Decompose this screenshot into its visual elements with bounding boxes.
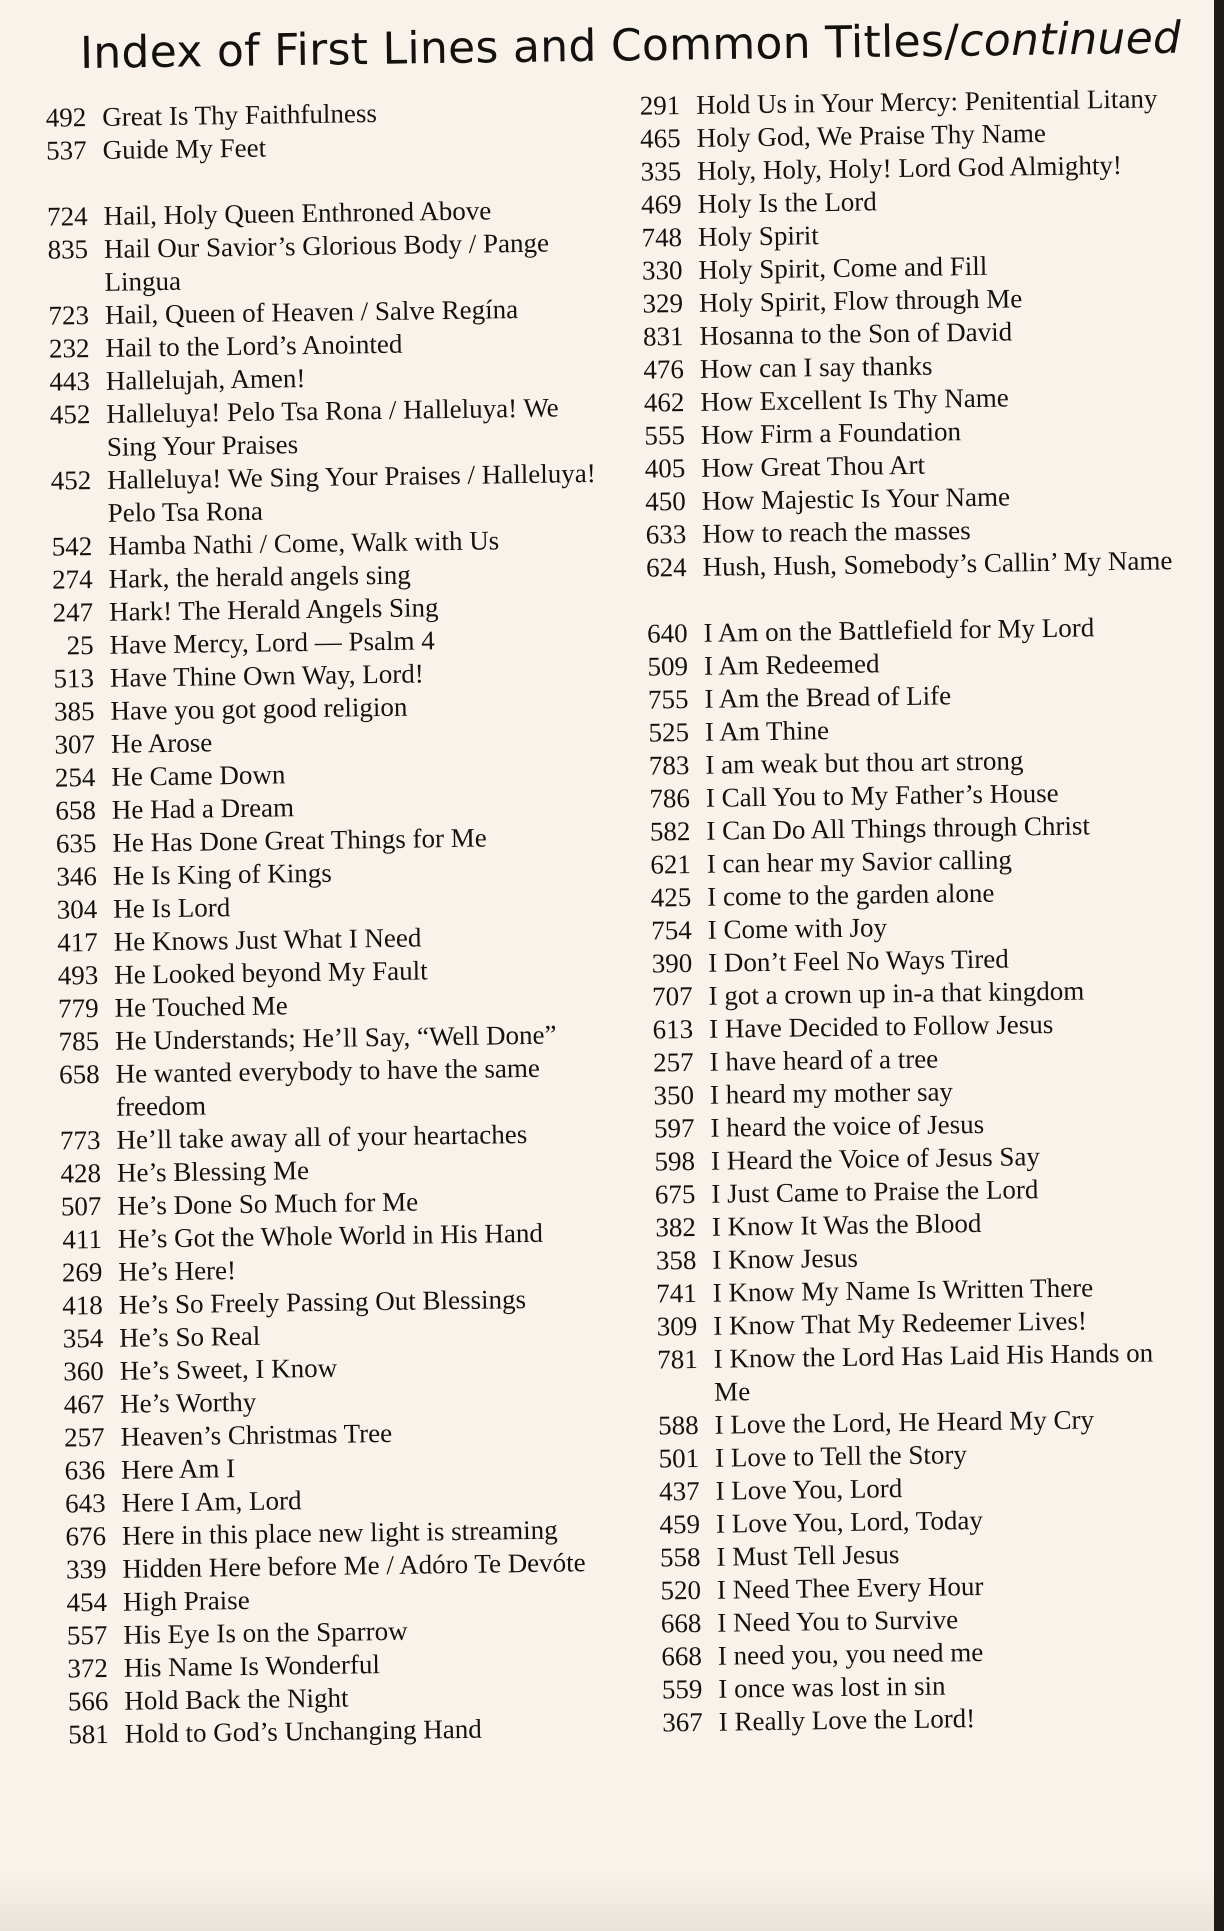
hymn-number: 254 — [54, 762, 96, 793]
hymn-number: 367 — [662, 1706, 704, 1738]
hymn-number: 783 — [648, 750, 690, 781]
hymn-title: I Am on the Battlefield for My Lord — [703, 612, 1095, 648]
hymn-title: High Praise — [122, 1584, 250, 1617]
hymn-title: Holy, Holy, Holy! Lord God Almighty! — [696, 149, 1123, 186]
hymn-number: 329 — [642, 288, 684, 319]
hymn-title: Here I Am, Lord — [121, 1485, 302, 1518]
hymn-number: 501 — [658, 1442, 700, 1474]
hymn-title: Hail Our Savior’s Glorious Body / Pange Lingua — [103, 227, 550, 297]
hymn-number: 454 — [66, 1586, 108, 1618]
hymn-title: I Heard the Voice of Jesus Say — [710, 1141, 1041, 1176]
hymn-number: 582 — [649, 816, 691, 847]
hymn-number: 624 — [645, 552, 687, 583]
hymn-number: 450 — [645, 486, 686, 517]
hymn-title: Holy Is the Lord — [697, 186, 878, 219]
hymn-number: 476 — [643, 354, 685, 385]
hymn-number: 360 — [63, 1355, 104, 1387]
hymn-title: He’s Blessing Me — [116, 1155, 310, 1188]
hymn-number: 307 — [54, 729, 96, 760]
hymn-title: He’ll take away all of your heartaches — [116, 1119, 528, 1155]
hymn-number: 723 — [48, 300, 90, 331]
hymn-number: 354 — [62, 1322, 104, 1354]
hymn-title: He Is Lord — [113, 892, 231, 924]
hymn-title: I Have Decided to Follow Jesus — [708, 1008, 1054, 1044]
hymn-number: 390 — [651, 947, 693, 979]
index-entry — [33, 1051, 614, 1125]
hymn-number: 304 — [56, 894, 98, 925]
hymn-title: Hark, the herald angels sing — [108, 559, 412, 594]
hymn-number: 274 — [51, 564, 93, 595]
hymn-number: 459 — [659, 1508, 701, 1540]
hymn-title: I Know My Name Is Written There — [712, 1272, 1094, 1308]
hymn-number: 232 — [48, 333, 90, 364]
hymn-title: He wanted everybody to have the same freedom — [115, 1052, 541, 1122]
right-column — [614, 82, 1197, 1740]
index-entry — [22, 226, 603, 300]
hymn-number: 707 — [651, 980, 693, 1012]
hymn-title: I Know Jesus — [712, 1242, 859, 1275]
hymn-title: Have Mercy, Lord — Psalm 4 — [109, 625, 435, 660]
hymn-number: 335 — [640, 156, 682, 187]
hymn-number: 372 — [67, 1652, 109, 1684]
hymn-number: 350 — [653, 1079, 695, 1111]
hymn-number: 542 — [51, 531, 93, 562]
hymn-title: Hallelujah, Amen! — [105, 363, 306, 396]
hymn-title: I got a crown up in-a that kingdom — [708, 975, 1085, 1011]
hymn-title: Hush, Hush, Somebody’s Callin’ My Name — [702, 545, 1173, 582]
index-entry — [637, 1699, 1197, 1740]
hymn-number: 513 — [53, 663, 95, 694]
hymn-title: I Know It Was the Blood — [711, 1207, 982, 1242]
hymn-title: How Excellent Is Thy Name — [700, 382, 1009, 417]
hymn-title: I once was lost in sin — [718, 1670, 946, 1704]
hymn-title: Here in this place new light is streaming — [121, 1514, 558, 1551]
hymn-number: 465 — [639, 123, 681, 154]
hymn-title: I am weak but thou art strong — [705, 745, 1024, 780]
hymn-number: 462 — [643, 387, 685, 418]
hymn-title: Hark! The Herald Angels Sing — [108, 592, 439, 627]
hymn-title: His Eye Is on the Sparrow — [123, 1615, 408, 1650]
hymn-title: Hail to the Lord’s Anointed — [105, 328, 403, 363]
hymn-number: 835 — [47, 234, 89, 265]
page-title — [79, 2, 1200, 90]
hymn-number: 643 — [64, 1487, 106, 1519]
hymn-title: I Love You, Lord, Today — [715, 1504, 984, 1539]
hymn-number: 537 — [45, 135, 87, 166]
hymn-title: Have you got good religion — [110, 691, 408, 726]
hymn-number: 452 — [50, 465, 92, 496]
hymn-number: 581 — [68, 1718, 110, 1750]
hymn-number: 741 — [656, 1277, 698, 1309]
hymn-number: 382 — [655, 1211, 697, 1243]
hymn-title: Holy Spirit, Come and Fill — [698, 250, 988, 285]
index-entry — [25, 457, 606, 531]
hymn-number: 507 — [60, 1190, 102, 1222]
hymn-number: 598 — [654, 1145, 696, 1177]
hymn-title: Holy Spirit, Flow through Me — [698, 283, 1023, 318]
hymn-title: He Knows Just What I Need — [113, 922, 422, 957]
hymn-number: 559 — [661, 1673, 703, 1705]
hymn-title: Hosanna to the Son of David — [699, 316, 1013, 351]
hymn-title: Guide My Feet — [102, 132, 267, 165]
hymn-title: I Must Tell Jesus — [716, 1539, 900, 1572]
hymn-title: He Touched Me — [114, 990, 288, 1023]
hymn-number: 428 — [60, 1157, 102, 1189]
hymn-number: 633 — [645, 519, 687, 550]
hymn-title: How Firm a Foundation — [700, 416, 962, 450]
index-entry — [24, 391, 605, 465]
hymn-number: 748 — [641, 222, 683, 253]
hymn-number: 257 — [63, 1421, 105, 1453]
hymn-title: How Majestic Is Your Name — [701, 481, 1011, 516]
hymn-number: 755 — [647, 684, 689, 715]
hymn-number: 339 — [65, 1553, 107, 1585]
hymn-title: I have heard of a tree — [709, 1043, 939, 1077]
hymn-title: I can hear my Savior calling — [706, 844, 1013, 879]
hymn-number: 773 — [59, 1124, 101, 1156]
hymn-number: 785 — [58, 1025, 100, 1057]
hymn-number: 668 — [660, 1607, 702, 1639]
hymn-title: He’s Worthy — [119, 1386, 257, 1419]
index-entry — [632, 1336, 1193, 1410]
hymn-title: He’s So Real — [119, 1320, 261, 1353]
hymn-title: Hold Back the Night — [124, 1682, 349, 1716]
hymn-number: 269 — [61, 1256, 103, 1288]
hymn-title: I need you, you need me — [717, 1636, 984, 1671]
hymn-title: He’s Sweet, I Know — [119, 1352, 338, 1386]
hymn-title: Have Thine Own Way, Lord! — [109, 658, 424, 693]
hymn-title: I Don’t Feel No Ways Tired — [707, 943, 1009, 978]
hymn-number: 613 — [652, 1013, 694, 1045]
hymn-number: 257 — [652, 1046, 694, 1078]
hymn-title: I Just Came to Praise the Lord — [711, 1174, 1039, 1209]
hymn-title: I Love You, Lord — [715, 1473, 903, 1506]
hymn-number: 636 — [64, 1454, 106, 1486]
hymn-title: He Understands; He’ll Say, “Well Done” — [114, 1019, 557, 1056]
hymn-number: 724 — [46, 201, 88, 232]
hymn-title: He Has Done Great Things for Me — [112, 822, 487, 858]
hymn-number: 635 — [55, 828, 97, 859]
hymn-title: He Looked beyond My Fault — [113, 955, 428, 990]
hymn-number: 658 — [55, 795, 97, 826]
hymn-title: He’s Got the Whole World in His Hand — [117, 1217, 544, 1254]
hymn-number: 358 — [655, 1244, 697, 1276]
hymn-number: 346 — [56, 861, 98, 892]
hymn-title: Halleluya! We Sing Your Praises / Halleluya! Pelo Tsa Rona — [107, 457, 596, 528]
hymn-title: His Name Is Wonderful — [123, 1649, 381, 1683]
hymn-title: How to reach the masses — [701, 515, 971, 549]
hymn-title: He’s Done So Much for Me — [117, 1186, 419, 1221]
hymn-number: 676 — [65, 1520, 107, 1552]
hymn-title: Hold Us in Your Mercy: Penitential Litany — [696, 83, 1158, 120]
hymn-title: He’s Here! — [118, 1255, 237, 1287]
hymn-number: 621 — [650, 849, 692, 880]
hymn-title: How Great Thou Art — [701, 449, 926, 483]
hymn-title: I Am Thine — [704, 715, 830, 747]
hymn-number: 668 — [661, 1640, 703, 1672]
hymn-title: I come to the garden alone — [707, 877, 995, 912]
hymn-title: He Had a Dream — [111, 792, 295, 825]
hymn-number: 309 — [656, 1310, 698, 1342]
hymn-title: Hail, Holy Queen Enthroned Above — [103, 195, 492, 231]
hymn-number: 786 — [649, 783, 691, 814]
hymn-title: I Love the Lord, He Heard My Cry — [714, 1404, 1095, 1440]
hymn-title: I Come with Joy — [707, 912, 888, 945]
hymn-number: 291 — [639, 90, 681, 121]
left-column — [20, 94, 623, 1752]
index-entry — [43, 1711, 623, 1752]
hymn-title: I heard my mother say — [709, 1076, 954, 1110]
hymn-number: 385 — [53, 696, 95, 727]
hymn-title: Holy God, We Praise Thy Name — [696, 117, 1047, 153]
hymn-title: Here Am I — [120, 1453, 236, 1485]
hymn-number: 558 — [659, 1541, 701, 1573]
hymn-number: 675 — [654, 1178, 696, 1210]
hymn-title: Hail, Queen of Heaven / Salve Regína — [104, 294, 519, 330]
hymn-number: 492 — [45, 102, 87, 133]
hymn-title: Hamba Nathi / Come, Walk with Us — [107, 525, 500, 561]
hymn-number: 525 — [648, 717, 690, 748]
title-continued: continued — [958, 12, 1182, 67]
hymn-number: 417 — [57, 926, 98, 958]
hymn-number: 418 — [62, 1289, 104, 1321]
hymn-number: 779 — [57, 992, 99, 1024]
hymn-number: 25 — [66, 630, 94, 661]
hymn-title: Halleluya! Pelo Tsa Rona / Halleluya! We Sing Your Praises — [106, 392, 559, 462]
hymn-number: 555 — [644, 420, 686, 451]
hymn-title: Hidden Here before Me / Adóro Te Devóte — [122, 1547, 586, 1584]
hymn-number: 658 — [58, 1058, 100, 1090]
hymn-title: I Need Thee Every Hour — [716, 1570, 984, 1605]
hymn-title: I Need You to Survive — [717, 1604, 959, 1638]
hymn-title: I Am Redeemed — [703, 648, 880, 681]
hymn-number: 557 — [66, 1619, 108, 1651]
hymn-number: 520 — [660, 1574, 702, 1606]
hymn-number: 405 — [644, 453, 686, 484]
hymn-number: 831 — [642, 321, 684, 352]
hymn-number: 493 — [57, 959, 99, 991]
hymn-number: 566 — [67, 1685, 109, 1717]
hymn-number: 425 — [650, 882, 692, 913]
hymn-title: I Know That My Redeemer Lives! — [713, 1305, 1088, 1341]
hymn-number: 452 — [49, 399, 91, 430]
hymn-number: 437 — [658, 1475, 700, 1507]
hymn-number: 467 — [63, 1388, 105, 1420]
hymn-title: Holy Spirit — [697, 220, 820, 252]
hymn-number: 781 — [657, 1343, 698, 1375]
hymn-title: I Know the Lord Has Laid His Hands on Me — [713, 1337, 1154, 1407]
hymn-number: 640 — [646, 618, 688, 649]
hymn-number: 469 — [640, 189, 682, 220]
hymn-title: I Can Do All Things through Christ — [706, 810, 1091, 846]
hymn-number: 597 — [653, 1112, 695, 1144]
hymn-title: I Love to Tell the Story — [714, 1439, 968, 1473]
hymn-title: He Is King of Kings — [112, 857, 332, 891]
hymn-title: I Am the Bread of Life — [704, 680, 952, 714]
hymn-number: 411 — [62, 1223, 103, 1255]
hymn-title: He Arose — [110, 727, 213, 759]
hymn-number: 754 — [651, 914, 692, 946]
hymn-title: I Really Love the Lord! — [718, 1703, 976, 1737]
hymn-number: 588 — [657, 1409, 699, 1441]
hymn-number: 247 — [52, 597, 94, 628]
hymn-number: 330 — [641, 255, 683, 286]
page-shadow — [0, 1870, 1214, 1931]
hymn-title: I Call You to My Father’s House — [705, 777, 1059, 813]
hymn-title: He Came Down — [111, 759, 286, 792]
hymn-number: 509 — [647, 651, 689, 682]
hymn-title: I heard the voice of Jesus — [710, 1108, 985, 1143]
hymn-title: How can I say thanks — [699, 350, 933, 384]
hymn-title: He’s So Freely Passing Out Blessings — [118, 1284, 527, 1320]
hymn-title: Great Is Thy Faithfulness — [102, 98, 378, 132]
hymn-title: Heaven’s Christmas Tree — [120, 1417, 393, 1452]
hymn-title: Hold to God’s Unchanging Hand — [124, 1713, 482, 1749]
title-main: Index of First Lines and Common Titles/ — [79, 15, 960, 79]
hymn-number: 443 — [49, 366, 91, 397]
